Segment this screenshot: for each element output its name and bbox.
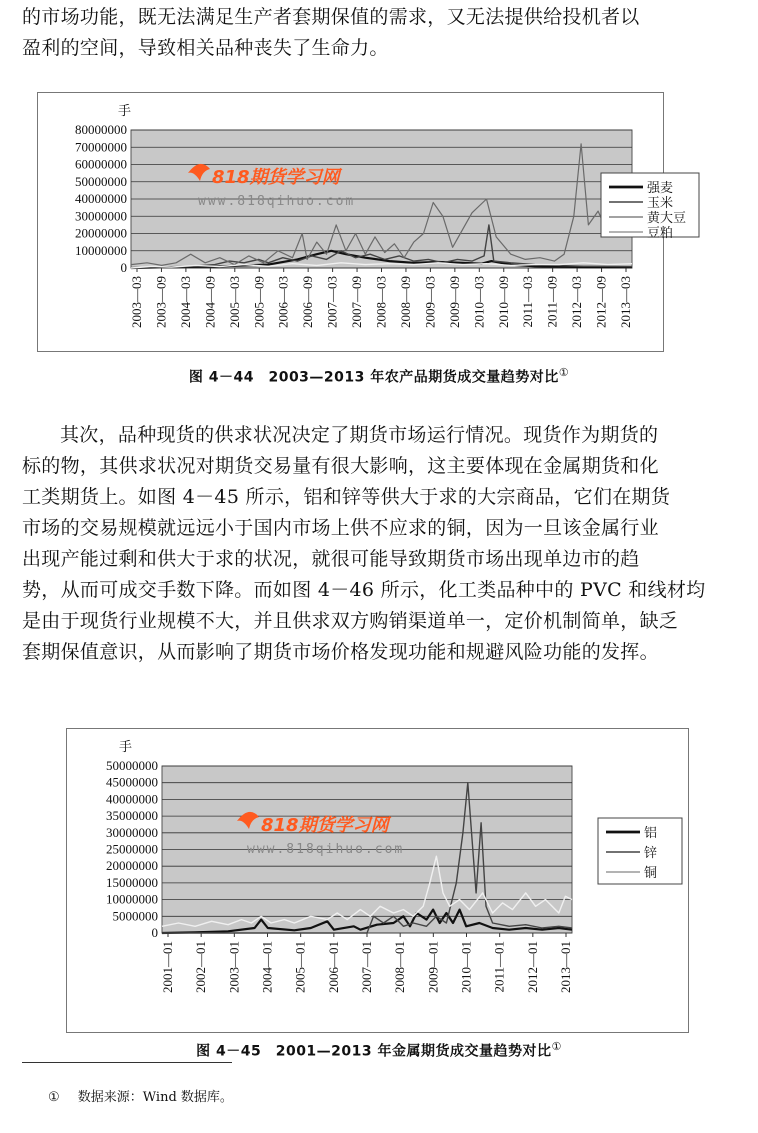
y-tick-label: 20000000 (75, 225, 127, 241)
legend-label: 强麦 (647, 181, 674, 196)
y-tick-label: 30000000 (106, 824, 158, 840)
y-tick-label: 40000000 (75, 191, 127, 206)
x-tick-label: 2009—01 (425, 941, 441, 993)
x-tick-label: 2013—01 (558, 941, 573, 993)
text-line: 套期保值意识，从而影响了期货市场价格发现功能和规避风险功能的发挥。 (22, 641, 659, 663)
x-tick-label: 2012—01 (524, 941, 540, 993)
x-tick-label: 2007—09 (349, 276, 365, 328)
footnote-rule (22, 1062, 232, 1063)
legend-label: 铜 (644, 866, 658, 881)
x-tick-label: 2008—09 (397, 276, 413, 328)
x-tick-label: 2008—03 (373, 276, 389, 328)
y-tick-label: 10000000 (106, 891, 158, 907)
x-tick-label: 2012—03 (569, 276, 585, 328)
legend-label: 锌 (644, 846, 658, 861)
y-tick-label: 5000000 (112, 908, 158, 924)
figure-4-44-caption (0, 366, 758, 387)
x-tick-label: 2010—03 (471, 276, 487, 328)
legend-label: 黄大豆 (647, 211, 687, 226)
text-line: 标的物，其供求状况对期货交易量有很大影响，这主要体现在金属期货和化 (22, 455, 659, 477)
x-tick-label: 2004—09 (202, 276, 218, 328)
caption-text: 图 4－45 2001—2013 年金属期货成交量趋势对比 (196, 1043, 552, 1060)
x-tick-label: 2006—09 (300, 276, 316, 328)
footnote-ref: ① (558, 366, 570, 379)
y-tick-label: 25000000 (106, 841, 158, 857)
x-tick-label: 2003—03 (129, 276, 144, 328)
y-tick-label: 20000000 (106, 858, 158, 874)
y-tick-label: 50000000 (106, 758, 158, 773)
x-tick-label: 2003—09 (153, 276, 169, 328)
y-tick-label: 35000000 (106, 808, 158, 824)
metal-volume-chart (67, 729, 688, 1032)
footnote-marker: ① (48, 1090, 60, 1105)
text-line: 是由于现货行业规模不大，并且供求双方购销渠道单一，定价机制简单，缺乏 (22, 610, 679, 632)
y-tick-label: 10000000 (75, 242, 127, 258)
figure-4-45-caption (0, 1040, 758, 1061)
x-tick-label: 2011—01 (491, 941, 507, 993)
y-tick-label: 60000000 (75, 156, 127, 172)
x-tick-label: 2006—03 (275, 276, 291, 328)
footnote (48, 1086, 233, 1105)
x-tick-label: 2003—01 (226, 941, 242, 993)
text-line: 市场的交易规模就远远小于国内市场上供不应求的铜，因为一旦该金属行业 (22, 517, 659, 539)
x-tick-label: 2009—09 (446, 276, 462, 328)
y-tick-label: 50000000 (75, 173, 127, 189)
x-tick-label: 2002—01 (193, 941, 209, 993)
text-line: 势，从而可成交手数下降。而如图 4－46 所示，化工类品种中的 PVC 和线材均 (22, 579, 706, 601)
x-tick-label: 2007—03 (324, 276, 340, 328)
x-tick-label: 2010—01 (458, 941, 474, 993)
footnote-ref: ① (551, 1040, 562, 1053)
agri-volume-chart (38, 93, 687, 351)
paragraph-top (22, 2, 738, 64)
x-tick-label: 2005—09 (251, 276, 267, 328)
y-tick-label: 0 (120, 260, 127, 275)
y-tick-label: 80000000 (75, 122, 127, 137)
x-tick-label: 2010—09 (495, 276, 511, 328)
figure-4-45 (66, 728, 689, 1033)
x-tick-label: 2004—01 (259, 941, 275, 993)
y-tick-label: 30000000 (75, 208, 127, 224)
text-line: 其次，品种现货的供求状况决定了期货市场运行情况。现货作为期货的 (60, 424, 659, 446)
legend (598, 818, 682, 884)
x-tick-label: 2005—03 (226, 276, 242, 328)
watermark-url: www.818qihuo.com (247, 842, 405, 857)
y-tick-label: 15000000 (106, 874, 158, 890)
text-line: 的市场功能，既无法满足生产者套期保值的需求，又无法提供给投机者以 (22, 6, 640, 28)
y-tick-label: 45000000 (106, 774, 158, 790)
legend-label: 铝 (644, 826, 658, 841)
x-tick-label: 2012—09 (593, 276, 609, 328)
text-line: 工类期货上。如图 4－45 所示，铝和锌等供大于求的大宗商品，它们在期货 (22, 486, 671, 508)
watermark-url: www.818qihuo.com (198, 194, 356, 209)
x-tick-label: 2009—03 (422, 276, 438, 328)
x-tick-label: 2013—03 (618, 276, 633, 328)
y-tick-label: 0 (151, 925, 158, 940)
x-tick-label: 2008—01 (392, 941, 408, 993)
figure-4-44 (37, 92, 687, 352)
text-line: 出现产能过剩和供大于求的状况，就很可能导致期货市场出现单边市的趋 (22, 548, 640, 570)
x-tick-label: 2005—01 (292, 941, 308, 993)
text-line: 盈利的空间，导致相关品种丧失了生命力。 (22, 37, 389, 59)
footnote-text: 数据来源：Wind 数据库。 (77, 1090, 233, 1105)
y-axis-label: 手 (119, 739, 133, 754)
x-tick-label: 2006—01 (325, 941, 341, 993)
x-tick-label: 2007—01 (359, 941, 374, 993)
caption-text: 图 4－44 2003—2013 年农产品期货成交量趋势对比 (188, 369, 559, 386)
y-tick-label: 70000000 (75, 139, 127, 155)
watermark-text: 818期货学习网 (212, 167, 340, 188)
x-tick-label: 2004—03 (177, 276, 193, 328)
legend-label: 豆粕 (647, 226, 674, 241)
legend-label: 玉米 (647, 196, 674, 211)
x-tick-label: 2001—01 (160, 941, 175, 993)
x-tick-label: 2011—03 (520, 276, 536, 328)
watermark-text: 818期货学习网 (261, 815, 389, 836)
x-tick-label: 2011—09 (544, 276, 560, 328)
y-tick-label: 40000000 (106, 791, 158, 807)
y-axis-label: 手 (118, 103, 132, 118)
paragraph-middle (22, 420, 738, 668)
